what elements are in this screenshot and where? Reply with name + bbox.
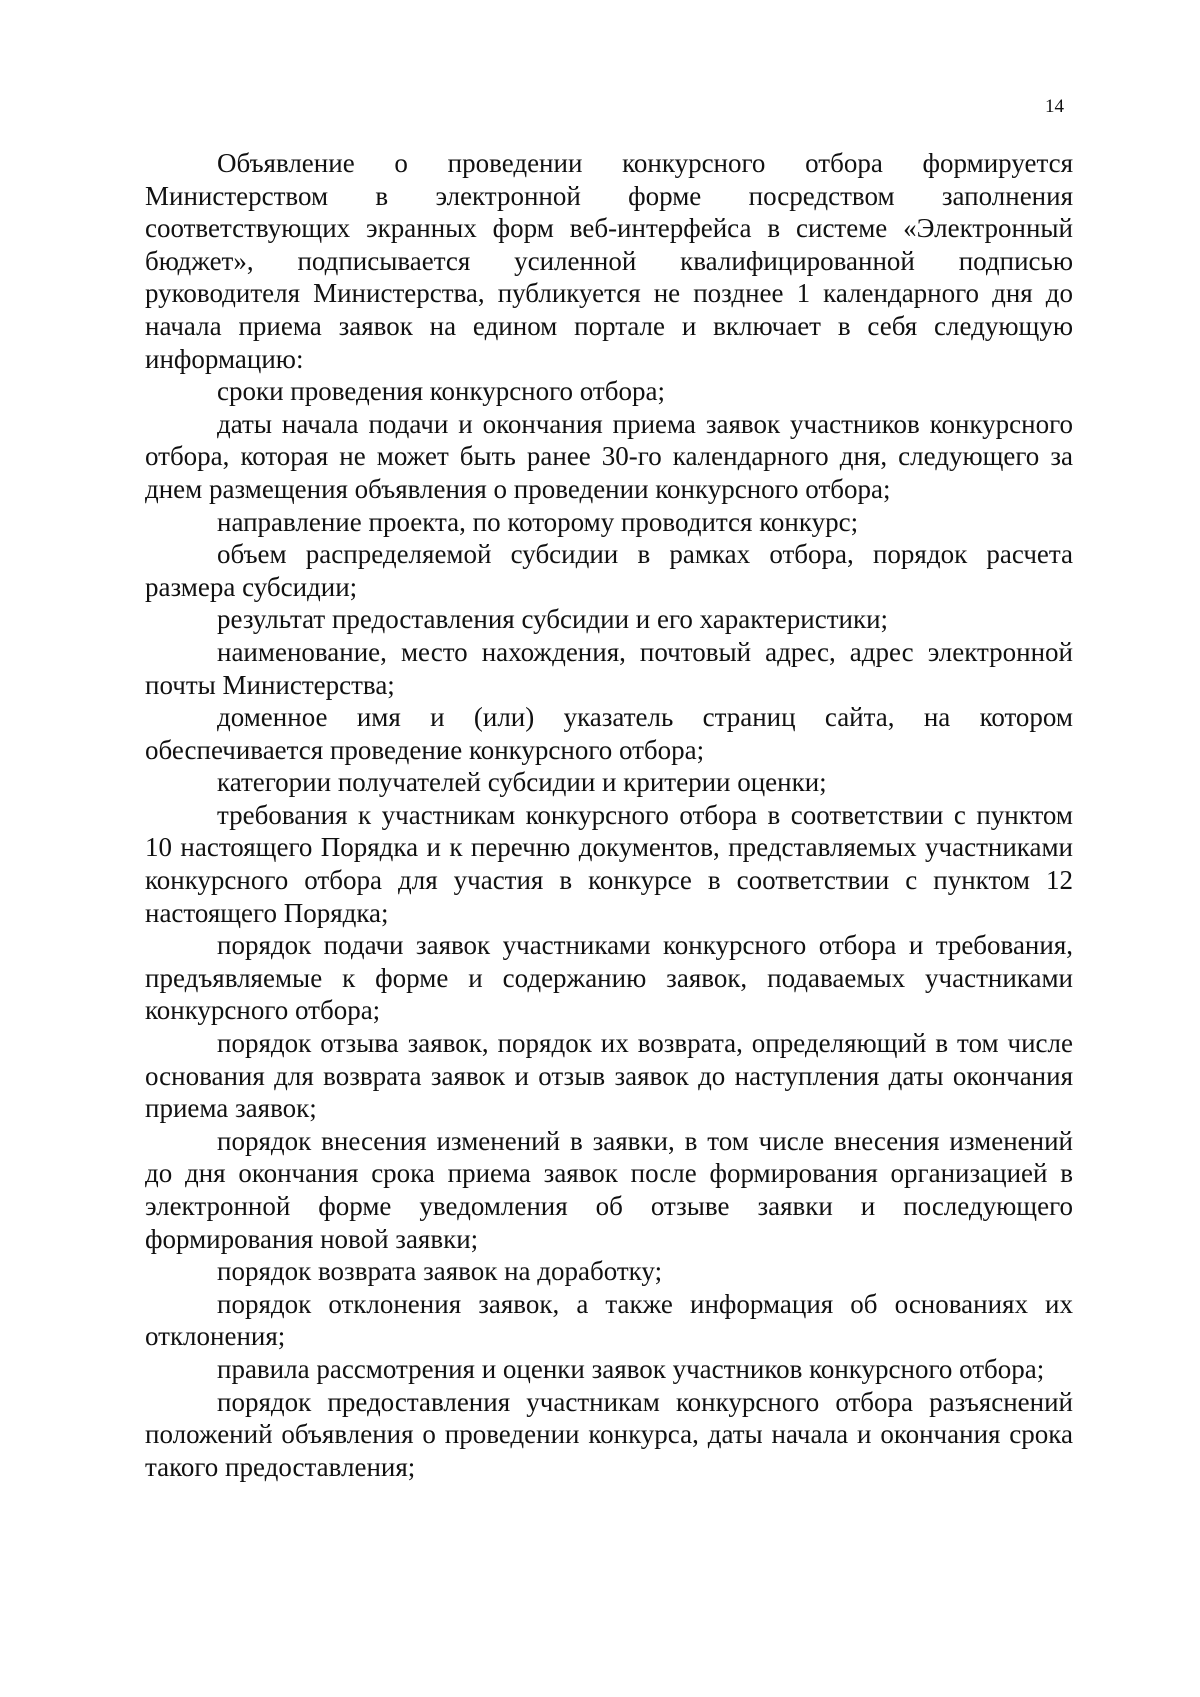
list-item-recipient-categories: категории получателей субсидии и критерии оценки; xyxy=(217,767,827,798)
list-item-withdrawal-procedure: порядок отзыва заявок, порядок их возврата, определяющий в том числе основания для возврата заявок и отзыв заявок до наступления даты окончания приема заявок; xyxy=(145,1028,1073,1124)
paragraph-announcement-intro: Объявление о проведении конкурсного отбора формируется Министерством в электронной форме посредством заполнения соответствующих экранных форм веб-интерфейса в системе «Электронный бюджет», подписывается усиленной квалифицированной подписью руководителя Министерства, публикуется не позднее 1 календарного дня до начала приема заявок на едином портале и включает в себя следующую информацию: xyxy=(145,148,1073,374)
list-item-rejection-procedure: порядок отклонения заявок, а также информация об основаниях их отклонения; xyxy=(145,1288,1073,1352)
list-item-clarification-procedure: порядок предоставления участникам конкурсного отбора разъяснений положений объявления о проведении конкурса, даты начала и окончания срока такого предоставления; xyxy=(145,1386,1073,1482)
list-item-amendment-procedure: порядок внесения изменений в заявки, в том числе внесения изменений до дня окончания срока приема заявок после формирования организацией в электронной форме уведомления об отзыве заявки и последующего формирования новой заявки; xyxy=(145,1125,1073,1254)
list-item-subsidy-result: результат предоставления субсидии и его характеристики; xyxy=(217,604,889,635)
list-item-domain-name: доменное имя и (или) указатель страниц сайта, на котором обеспечивается проведение конкурсного отбора; xyxy=(145,702,1073,765)
list-item-ministry-contacts: наименование, место нахождения, почтовый адрес, адрес электронной почты Министерства; xyxy=(145,636,1073,700)
list-item-selection-terms: сроки проведения конкурсного отбора; xyxy=(217,376,665,407)
page-number: 14 xyxy=(1045,96,1064,117)
list-item-application-dates: даты начала подачи и окончания приема заявок участников конкурсного отбора, которая не может быть ранее 30-го календарного дня, следующего за днем размещения объявления о проведении конкурсного отбора; xyxy=(145,408,1073,504)
list-item-subsidy-volume: объем распределяемой субсидии в рамках отбора, порядок расчета размера субсидии; xyxy=(145,539,1073,602)
list-item-participant-requirements: требования к участникам конкурсного отбора в соответствии с пунктом 10 настоящего Порядка и к перечню документов, представляемых участниками конкурсного отбора для участия в конкурсе в соответствии с пунктом 12 настоящего Порядка; xyxy=(145,799,1073,928)
list-item-submission-procedure: порядок подачи заявок участниками конкурсного отбора и требования, предъявляемые к форме и содержанию заявок, подаваемых участниками конкурсного отбора; xyxy=(145,930,1073,1026)
list-item-review-rules: правила рассмотрения и оценки заявок участников конкурсного отбора; xyxy=(217,1353,1045,1384)
document-body xyxy=(145,147,1073,1483)
list-item-return-for-revision: порядок возврата заявок на доработку; xyxy=(217,1256,663,1287)
list-item-project-direction: направление проекта, по которому проводится конкурс; xyxy=(217,506,859,537)
